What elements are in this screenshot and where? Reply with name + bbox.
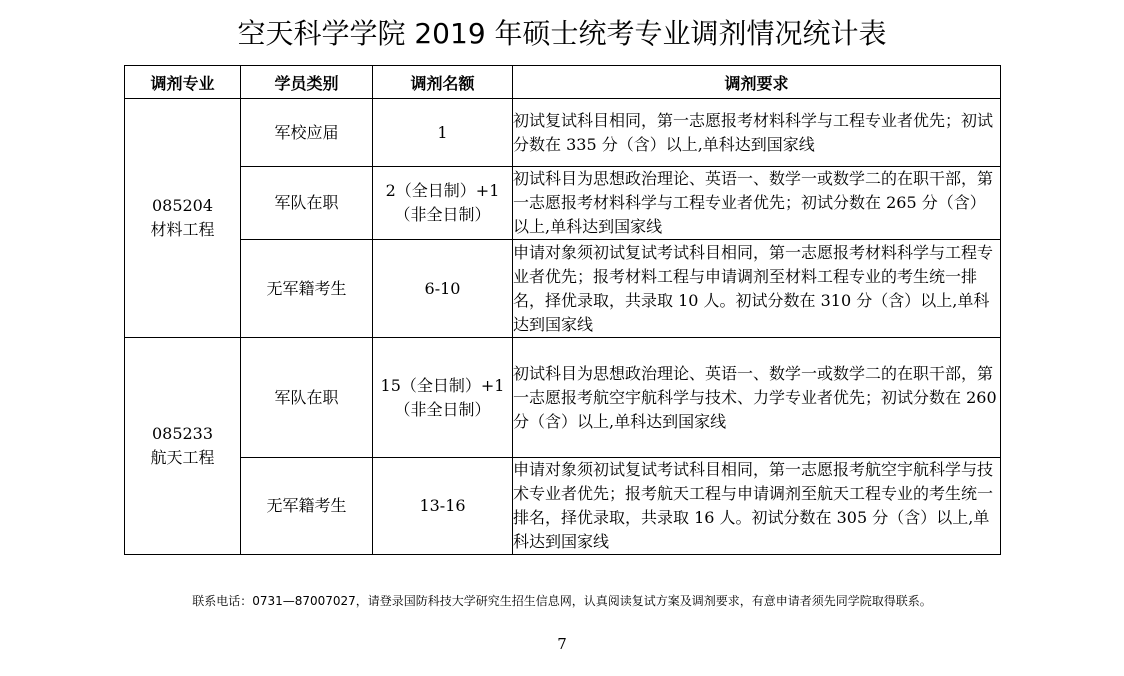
requirement-cell: 初试科目为思想政治理论、英语一、数学一或数学二的在职干部，第一志愿报考航空宇航科学与技术、力学专业者优先；初试分数在 260 分（含）以上,单科达到国家线 <box>513 338 1001 458</box>
major-code: 085233 <box>151 424 214 443</box>
quota-value: 2（全日制）+1 <box>385 181 500 200</box>
major-cell <box>125 338 241 555</box>
category-cell: 无军籍考生 <box>241 458 373 555</box>
table-row <box>125 458 1001 555</box>
table-row <box>125 99 1001 167</box>
header-requirement: 调剂要求 <box>513 66 1001 99</box>
quota-cell <box>373 167 513 240</box>
header-quota: 调剂名额 <box>373 66 513 99</box>
category-cell: 军队在职 <box>241 167 373 240</box>
header-category: 学员类别 <box>241 66 373 99</box>
major-cell <box>125 99 241 338</box>
requirement-cell: 初试科目为思想政治理论、英语一、数学一或数学二的在职干部，第一志愿报考材料科学与工程专业者优先；初试分数在 265 分（含）以上,单科达到国家线 <box>513 167 1001 240</box>
category-cell: 军队在职 <box>241 338 373 458</box>
table-row <box>125 338 1001 458</box>
quota-value-part-time: （非全日制） <box>394 399 491 419</box>
quota-cell <box>373 99 513 167</box>
table-row <box>125 167 1001 240</box>
quota-cell <box>373 458 513 555</box>
category-cell: 军校应届 <box>241 99 373 167</box>
table-header-row <box>125 66 1001 99</box>
quota-value-part-time: （非全日制） <box>394 205 491 224</box>
adjustment-table <box>124 65 1001 555</box>
quota-cell <box>373 240 513 338</box>
quota-value: 15（全日制）+1 <box>380 375 505 395</box>
page-title: 空天科学学院 2019 年硕士统考专业调剂情况统计表 <box>237 17 887 50</box>
header-major: 调剂专业 <box>125 66 241 99</box>
quota-value: 1 <box>437 122 448 142</box>
major-name: 材料工程 <box>150 220 215 239</box>
major-name: 航天工程 <box>150 448 215 467</box>
contact-footer: 联系电话：0731—87007027，请登录国防科技大学研究生招生信息网，认真阅读复试方案及调剂要求，有意申请者须先同学院取得联系。 <box>192 594 932 608</box>
category-cell: 无军籍考生 <box>241 240 373 338</box>
quota-value: 6-10 <box>424 278 461 298</box>
major-code: 085204 <box>151 196 214 215</box>
quota-cell <box>373 338 513 458</box>
requirement-cell: 申请对象须初试复试考试科目相同，第一志愿报考材料科学与工程专业者优先；报考材料工程与申请调剂至材料工程专业的考生统一排名，择优录取，共录取 10 人。初试分数在 310 分（含）以上,单科达到国家线 <box>513 240 1001 338</box>
requirement-cell: 申请对象须初试复试考试科目相同，第一志愿报考航空宇航科学与技术专业者优先；报考航天工程与申请调剂至航天工程专业的考生统一排名，择优录取，共录取 16 人。初试分数在 305 分（含）以上,单科达到国家线 <box>513 458 1001 555</box>
requirement-cell: 初试复试科目相同，第一志愿报考材料科学与工程专业者优先；初试分数在 335 分（含）以上,单科达到国家线 <box>513 99 1001 167</box>
table-row <box>125 240 1001 338</box>
page-number: 7 <box>557 635 567 653</box>
quota-value: 13-16 <box>419 496 466 515</box>
